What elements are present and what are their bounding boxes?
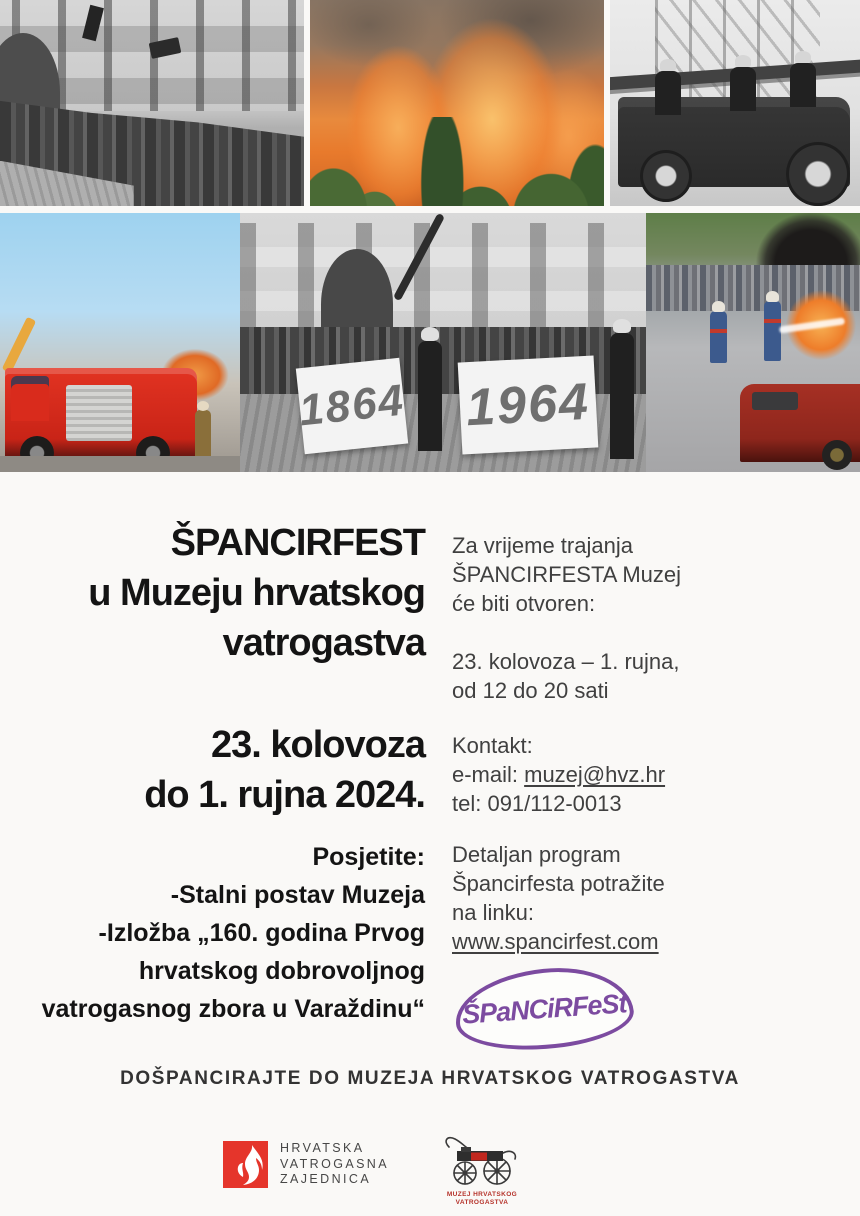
burning-red-car	[740, 384, 860, 462]
banner-1864: 1864	[296, 358, 408, 454]
firefighter-figure	[710, 311, 727, 363]
visit-item: -Stalni postav Muzeja	[170, 881, 425, 909]
date-line: 23. kolovoza	[211, 724, 425, 766]
title-line: u Muzeju hrvatskog	[88, 572, 425, 614]
truck-shutter	[66, 385, 131, 441]
website-link[interactable]: www.spancirfest.com	[452, 929, 659, 954]
email-label: e-mail:	[452, 762, 525, 787]
contact-heading: Kontakt:	[452, 733, 533, 758]
firefighter-figure	[764, 301, 781, 361]
red-fire-truck	[5, 368, 197, 459]
visit-item: hrvatskog dobrovoljnog	[138, 957, 425, 985]
tree-silhouettes	[310, 117, 604, 206]
opening-line: ŠPANCIRFESTA Muzej	[452, 562, 682, 587]
hvz-line: ZAJEDNICA	[280, 1172, 372, 1187]
visit-heading: Posjetite:	[312, 843, 425, 871]
truck-cab	[11, 376, 49, 421]
firefighter-figure	[790, 63, 816, 107]
opening-hours	[452, 647, 792, 705]
firefighter-marcher	[610, 333, 634, 459]
tagline: DOŠPANCIRAJTE DO MUZEJA HRVATSKOG VATROGASTVA	[120, 1068, 740, 1089]
hvz-logo-text	[280, 1141, 389, 1188]
spoked-wheel	[786, 142, 850, 206]
visit-item: vatrogasnog zbora u Varaždinu“	[41, 995, 425, 1023]
contact-section	[452, 731, 792, 818]
email-link[interactable]: muzej@hvz.hr	[524, 762, 666, 787]
photo-burning-car	[646, 213, 860, 472]
title-line: ŠPANCIRFEST	[170, 522, 425, 564]
photo-vintage-fire-engine	[610, 0, 860, 206]
event-dates	[40, 720, 425, 820]
opening-notice	[452, 531, 792, 618]
spoked-wheel	[640, 150, 692, 202]
program-line: na linku:	[452, 900, 534, 925]
spancirfest-logo	[451, 960, 636, 1058]
museum-logo	[437, 1131, 527, 1206]
program-line: Detaljan program	[452, 842, 621, 867]
program-section	[452, 840, 792, 956]
firefighter-figure	[195, 410, 211, 456]
banner-1964: 1964	[458, 356, 599, 455]
title-line: vatrogastva	[222, 622, 425, 664]
photo-anniversary-parade	[240, 213, 646, 472]
photo-collage	[0, 0, 860, 472]
photo-forest-fire	[310, 0, 604, 206]
visit-section	[40, 838, 425, 1028]
right-column	[452, 531, 792, 956]
date-line: do 1. rujna 2024.	[144, 774, 425, 816]
photo-fire-truck-smoke	[0, 213, 240, 472]
firefighter-marcher	[418, 341, 442, 451]
phone-line: tel: 091/112-0013	[452, 791, 622, 816]
fire-wagon-icon	[441, 1131, 523, 1189]
hvz-logo	[223, 1141, 389, 1188]
left-column	[40, 518, 425, 1028]
spancirfest-logo-text: ŠPaNCiRFeSt	[460, 987, 628, 1030]
hours-line: 23. kolovoza – 1. rujna,	[452, 649, 680, 674]
opening-line: Za vrijeme trajanja	[452, 533, 633, 558]
firefighter-figure	[655, 71, 681, 115]
email-line	[452, 760, 792, 789]
museum-logo-text	[437, 1191, 527, 1206]
hvz-line: VATROGASNA	[280, 1156, 389, 1171]
hours-line: od 12 do 20 sati	[452, 678, 609, 703]
road	[0, 456, 240, 472]
museum-line: VATROGASTVA	[455, 1198, 509, 1206]
hvz-flame-icon	[223, 1141, 268, 1188]
opening-line: će biti otvoren:	[452, 591, 596, 616]
visit-item: -Izložba „160. godina Prvog	[98, 919, 425, 947]
hvz-line: HRVATSKA	[280, 1141, 365, 1156]
program-line: Špancirfesta potražite	[452, 871, 665, 896]
event-title	[40, 518, 425, 668]
photo-firefighter-women-parade	[0, 0, 304, 206]
firefighter-figure	[730, 67, 756, 111]
museum-line: MUZEJ HRVATSKOG	[446, 1191, 518, 1198]
